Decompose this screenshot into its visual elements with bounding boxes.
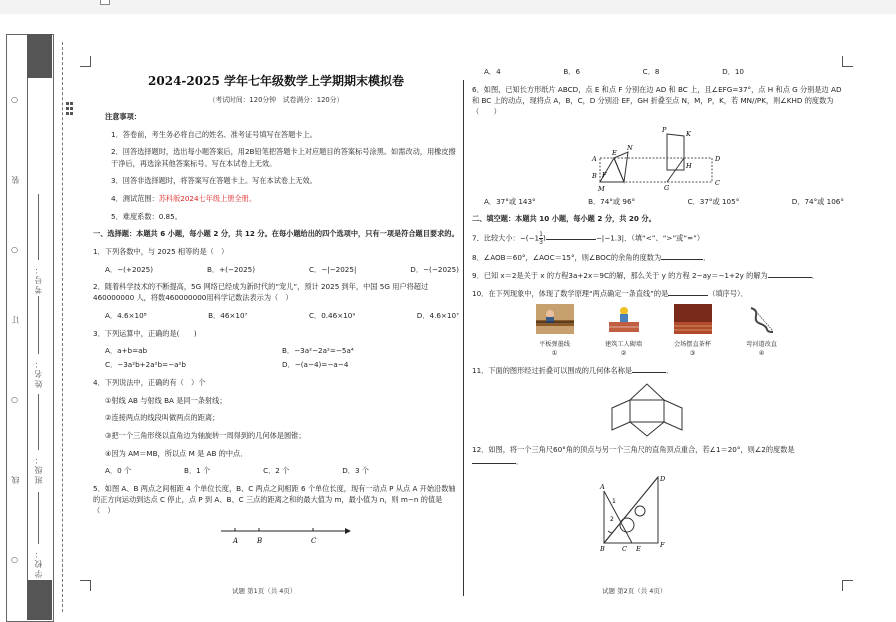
q12-answer-blank[interactable] [472,456,516,464]
question-4-item: ②连接两点的线段叫做两点的距离； [105,413,220,423]
q10-caption-2: 建筑工人砌墙 [604,340,643,348]
ruler-hole-2 [635,506,645,516]
point-label-c: C [311,537,317,546]
label-c: C [715,178,720,187]
q10-caption-4: 弯河道改直 [746,340,777,348]
notice-range-value: 苏科版2024七年级上册全册。 [158,193,257,203]
option-a: A．4.6×10⁸ [105,311,147,320]
notice-item-range [93,193,459,204]
scroll-marker [100,0,110,5]
binding-inner [27,78,54,580]
label-d: D [660,475,666,484]
crop-mark-icon [842,580,853,591]
class-line [38,394,39,450]
arrow-icon [345,528,351,534]
option-d: D．−(a−4)=−a−4 [282,360,349,370]
question-1-stem: 1．下列各数中，与 2025 相等的是（ ） [93,246,229,256]
triangle-rulers-figure [472,473,844,553]
option-d: D．10 [722,67,744,76]
notice-item: 1．答卷前，考生务必将自己的姓名、准考证号填写在答题卡上。 [111,129,317,139]
label-b: B [592,171,597,180]
name-line [38,296,39,354]
q8-text: 8．∠AOB＝60°，∠AOC＝15°，则∠BOC的余角的度数为 [472,253,662,263]
option-b: B．6 [563,67,581,76]
question-1-options [93,264,459,275]
net-triangle-top [630,384,664,400]
question-4-options [93,465,459,476]
q11-answer-blank[interactable] [632,365,666,373]
q10-image-4 [743,304,781,359]
left-column [93,72,459,547]
question-6-options [472,196,844,207]
class-label: 班级： [34,454,43,484]
question-9 [472,270,844,281]
exam-id-label: 考号： [34,264,43,294]
option-c: C．−|−2025| [308,264,357,274]
option-c: C．8 [642,67,660,76]
option-d: D．74°或 106° [791,196,844,206]
q10-num-1: ① [551,350,558,358]
fold-right-flap [667,134,684,170]
label-e: E [636,545,641,554]
rectangle-abcd [600,158,712,182]
option-c: C．−3a²b+2a²b=−a²b [105,360,186,370]
question-4-item: ④因为 AM＝MB，所以点 M 是 AB 的中点． [105,448,248,458]
point-label-a: A [233,537,239,546]
bricklayer-image [605,304,643,334]
crop-mark-icon [80,580,91,591]
q7-prefix: 7．比较大小：−(−1 [472,233,540,243]
binding-dash-line-right [62,42,63,612]
q7-suffix: −|−1.3|．（填“<”、“>”或“=”） [595,233,705,243]
option-b: B．1 个 [184,466,211,476]
section-fill-heading: 二、填空题：本题共 10 小题，每小题 2 分，共 20 分。 [472,214,656,224]
binding-char: ○ [10,554,19,565]
q10-num-3: ③ [689,350,696,358]
school-label: 学校： [34,548,43,578]
option-d: D．3 个 [342,466,369,476]
question-5-options [472,66,844,77]
question-7 [472,231,844,246]
question-3-options [93,345,459,370]
q9-answer-blank[interactable] [768,270,812,278]
q9-suffix: ． [811,271,819,281]
net-face-left [612,400,630,430]
q10-suffix: （填序号）． [708,288,748,298]
binding-char: 装 [11,174,20,184]
option-d: D．4.6×10⁷ [416,311,459,320]
q7-mid: ) [542,233,546,243]
option-a: A．a+b=ab [105,346,148,356]
q11-text: 11．下面的图形经过折叠可以围成的几何体名称是 [472,365,633,375]
right-column [472,66,844,553]
option-d: D．−(−2025) [410,264,459,274]
number-line-figure [93,523,459,547]
question-4-stem: 4．下列说法中，正确的有（ ）个 [93,378,206,388]
section-choice-heading: 一、选择题：本题共 6 小题，每小题 2 分，共 12 分。在每小题给出的四个选项中，只有一项是符合题目要求的。 [93,229,459,239]
q7-numerator: 1 [539,230,543,238]
binding-strip [6,34,72,620]
river-straighten-image [743,304,781,334]
notice-item: 2．回答选择题时，选出每小题答案后，用2B铅笔把答题卡上对应题目的答案标号涂黑。如需改动，用橡皮擦干净后，再选涂其他答案标号。写在本试卷上无效。 [111,147,456,168]
label-b: B [600,545,605,554]
page-footer-1: 试题 第1页（共 4页） [232,587,297,595]
question-4-item: ③把一个三角形绕以直角边为轴旋转一周得到的几何体是圆锥； [105,431,306,441]
question-3-stem: 3．下列运算中，正确的是( ) [93,328,197,338]
q7-answer-blank[interactable] [546,232,596,240]
option-a: A．4 [484,67,501,76]
exam-title: 2024-2025 学年七年级数学上学期期末模拟卷 [148,74,404,88]
label-g: G [664,183,670,192]
option-a: A．37°或 143° [484,196,536,206]
net-triangle-bottom [630,422,664,436]
label-f: F [602,170,607,179]
q10-caption-3: 会场摆直茶杯 [673,340,712,348]
q10-num-4: ④ [758,350,765,358]
option-c: C．2 个 [263,466,290,476]
q10-image-1 [536,304,574,359]
question-10 [472,288,844,299]
option-b: B．+(−2025) [206,264,256,274]
option-a: A．−(+2025) [105,264,154,274]
angle-label-2: 2 [610,516,614,524]
angle-arc-1 [608,531,612,533]
option-c: C．0.46×10⁹ [308,311,356,320]
q8-answer-blank[interactable] [661,252,703,260]
question-11: 11．下面的图形经过折叠可以围成的几何体名称是 ． [472,365,674,375]
option-b: B．−3a²−2a²=−5a⁴ [282,346,354,356]
label-a: A [600,483,605,492]
option-b: B．74°或 96° [588,196,636,206]
q12-text: 12．如图，将一个三角尺60°角的顶点与另一个三角尺的直角顶点重合，若∠1＝20°，则∠2的度数是 [472,445,795,455]
label-m: M [598,184,605,193]
label-e: E [612,148,617,157]
question-6-stem: 6．如图，已知长方形纸片 ABCD，点 E 和点 F 分别在边 AD 和 BC 上，且∠EFG=37°，点 H 和点 G 分别是边 AD 和 BC 上的动点，现将点 A，B，C，D 分别沿 EF，GH 折叠至点 N，M，P，K，若 MN//PK，则∠KHD 的度数为（ ） [472,84,842,116]
question-8: 8．∠AOB＝60°，∠AOC＝15°，则∠BOC的余角的度数为 ． [472,253,711,263]
binding-char: 线 [11,474,20,484]
q10-image-2 [605,304,643,359]
binding-char: ○ [10,94,19,105]
angle-label-1: 1 [612,498,616,506]
point-label-b: B [257,537,263,546]
label-p: P [662,125,667,134]
label-f: F [660,541,665,550]
binding-char: ○ [10,394,19,405]
label-h: H [686,161,692,170]
option-b: B．46×10⁷ [208,311,248,320]
meeting-hall-image [674,304,712,334]
q10-text: 10．在下列现象中，体现了数学原理“两点确定一条直线”的是 [472,288,669,298]
q7-denominator: 3 [539,238,543,246]
app-topbar [0,0,896,15]
net-face-right [664,400,682,430]
q10-num-2: ② [620,350,627,358]
name-label: 姓名： [34,358,43,388]
question-2-stem: 2．随着科学技术的不断提高，5G 网络已经成为新时代的“宠儿”，预计 2025 到年，中国 5G 用户将超过 460000000 人，将数460000000用科学记数法表示为（ ） [93,282,429,303]
label-n: N [627,143,633,152]
folding-rectangle-figure [472,124,844,196]
question-4-item: ①射线 AB 与射线 BA 是同一条射线； [105,395,227,405]
label-d: D [715,154,721,163]
question-2-options [93,310,459,321]
net-face-center [630,400,664,422]
binding-char: ○ [10,244,19,255]
binding-char: 订 [11,314,20,324]
exam-subtitle: （考试时间：120分钟 试卷满分：120分） [208,95,344,104]
q10-image-row [472,302,844,359]
column-divider [463,80,464,596]
q10-answer-blank[interactable] [668,288,708,296]
question-12: 12．如图，将一个三角尺60°角的顶点与另一个三角尺的直角顶点重合，若∠1＝20°，则∠2的度数是 ． [472,445,795,466]
notice-heading: 注意事项： [105,112,141,122]
question-5-stem: 5．如图 A、B 两点之间相距 4 个单位长度，B、C 两点之间相距 6 个单位长度，现有一动点 P 从点 A 开始沿数轴的正方向运动到达点 C 停止，点 P 到 A、B、C 三点的距离之和的最大值为 m，最小值为 n，则 m−n 的值是（ ） [93,484,456,516]
label-c: C [622,545,627,554]
prism-net-figure [472,382,844,438]
crop-mark-icon [80,56,91,67]
page-footer-2: 试题 第2页（共 4页） [602,587,667,595]
binding-black-bottom [27,580,52,620]
exam-id-line [38,194,39,260]
ruler-triangle-left [604,491,632,543]
notice-item: 3．回答非选择题时，将答案写在答题卡上。写在本试卷上无效。 [111,176,317,186]
option-a: A．0 个 [105,466,132,476]
label-a: A [592,154,597,163]
ruler-edge [604,477,658,543]
binding-black-top [27,34,52,78]
notice-range-prefix: 4．测试范围： [111,193,159,203]
q10-image-3 [674,304,712,359]
label-k: K [686,129,691,138]
option-c: C．37°或 105° [687,196,740,206]
q10-caption-1: 平板弹墨线 [539,340,570,348]
notice-item: 5．难度系数：0.85。 [111,211,182,221]
carpenter-ink-line-image [536,304,574,334]
school-line [38,492,39,544]
drag-handle-icon[interactable] [66,102,76,120]
q9-text: 9．已知 x＝2是关于 x 的方程3a+2x＝9C的解，那么关于 y 的方程 2−ay＝−1+2y 的解为 [472,271,768,281]
